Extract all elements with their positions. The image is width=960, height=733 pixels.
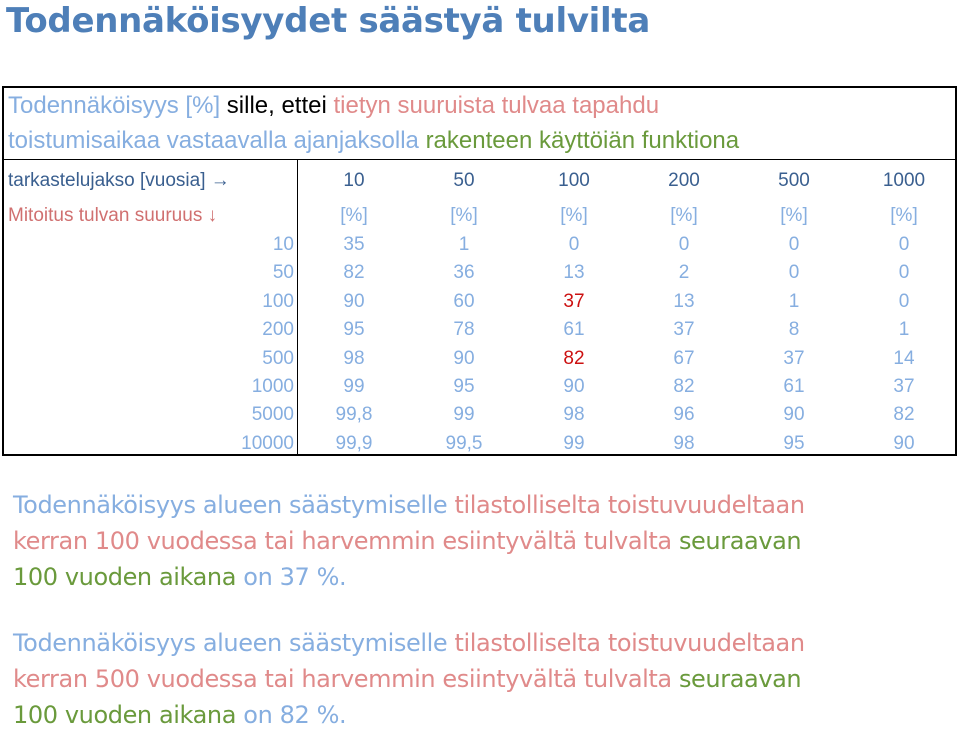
table-cell: 67 bbox=[673, 348, 695, 369]
table-cell: 1 bbox=[898, 319, 910, 340]
table-cell: 37 bbox=[783, 348, 805, 369]
table-cell: 96 bbox=[673, 404, 695, 425]
row-label: 1000 bbox=[251, 376, 294, 397]
period-header: 50 bbox=[453, 170, 475, 191]
text-segment: on 37 %. bbox=[243, 563, 347, 591]
period-axis-label: tarkastelujakso [vuosia] → bbox=[8, 170, 230, 191]
unit-header: [%] bbox=[340, 205, 368, 226]
table-cell: 99 bbox=[453, 404, 475, 425]
period-header: 10 bbox=[343, 170, 365, 191]
period-header: 200 bbox=[668, 170, 700, 191]
table-cell: 61 bbox=[563, 319, 585, 340]
caption-segment: Todennäköisyys [%] bbox=[8, 92, 227, 119]
probability-table bbox=[2, 86, 957, 456]
text-segment: tilastolliselta toistuvuudeltaan bbox=[454, 491, 805, 519]
table-cell: 60 bbox=[453, 291, 475, 312]
text-segment: 100 vuoden aikana bbox=[13, 563, 244, 591]
table-cell: 0 bbox=[678, 234, 690, 255]
table-cell: 37 bbox=[893, 376, 915, 397]
table-cell: 61 bbox=[783, 376, 805, 397]
unit-header: [%] bbox=[890, 205, 918, 226]
caption-line-2 bbox=[8, 123, 739, 158]
table-cell: 35 bbox=[343, 234, 365, 255]
paragraph-line bbox=[13, 559, 805, 595]
table-cell: 1 bbox=[458, 234, 470, 255]
text-segment: on 82 %. bbox=[243, 701, 347, 729]
table-cell: 95 bbox=[453, 376, 475, 397]
period-header: 100 bbox=[558, 170, 590, 191]
period-header: 500 bbox=[778, 170, 810, 191]
table-cell: 90 bbox=[893, 433, 915, 454]
flood-axis-label: Mitoitus tulvan suuruus ↓ bbox=[8, 205, 218, 226]
table-cell: 37 bbox=[563, 291, 585, 312]
caption-divider bbox=[4, 159, 955, 160]
text-segment: seuraavan bbox=[678, 665, 802, 693]
paragraph-line bbox=[13, 487, 805, 523]
unit-header: [%] bbox=[780, 205, 808, 226]
table-cell: 0 bbox=[898, 262, 910, 283]
row-label: 50 bbox=[272, 262, 294, 283]
page-title: Todennäköisyydet säästyä tulvilta bbox=[6, 1, 650, 41]
table-cell: 37 bbox=[673, 319, 695, 340]
table-cell: 0 bbox=[898, 291, 910, 312]
explanation-paragraph-1 bbox=[13, 487, 805, 595]
text-segment: seuraavan bbox=[678, 527, 802, 555]
table-cell: 99 bbox=[343, 376, 365, 397]
table-cell: 99,5 bbox=[445, 433, 483, 454]
table-cell: 90 bbox=[453, 348, 475, 369]
row-label: 500 bbox=[262, 348, 294, 369]
table-cell: 95 bbox=[343, 319, 365, 340]
explanation-paragraph-2 bbox=[13, 625, 805, 733]
caption-segment: toistumisaikaa vastaavalla ajanjaksolla bbox=[8, 127, 426, 154]
table-cell: 8 bbox=[788, 319, 800, 340]
caption-segment: tietyn suuruista tulvaa tapahdu bbox=[333, 92, 660, 119]
table-cell: 90 bbox=[343, 291, 365, 312]
table-cell: 99 bbox=[563, 433, 585, 454]
row-label: 200 bbox=[262, 319, 294, 340]
table-cell: 78 bbox=[453, 319, 475, 340]
table-cell: 0 bbox=[898, 234, 910, 255]
paragraph-line bbox=[13, 697, 805, 733]
row-label: 10000 bbox=[241, 433, 294, 454]
unit-header: [%] bbox=[450, 205, 478, 226]
row-label-divider bbox=[297, 159, 298, 454]
table-cell: 0 bbox=[568, 234, 580, 255]
row-label: 100 bbox=[262, 291, 294, 312]
text-segment: Todennäköisyys alueen säästymiselle bbox=[13, 491, 455, 519]
paragraph-line bbox=[13, 661, 805, 697]
table-cell: 82 bbox=[563, 348, 585, 369]
unit-header: [%] bbox=[560, 205, 588, 226]
table-cell: 82 bbox=[893, 404, 915, 425]
table-cell: 98 bbox=[673, 433, 695, 454]
table-cell: 99,8 bbox=[335, 404, 373, 425]
caption-segment: rakenteen käyttöiän funktiona bbox=[425, 127, 740, 154]
table-cell: 1 bbox=[788, 291, 800, 312]
table-cell: 90 bbox=[563, 376, 585, 397]
table-cell: 36 bbox=[453, 262, 475, 283]
text-segment: Todennäköisyys alueen säästymiselle bbox=[13, 629, 455, 657]
unit-header: [%] bbox=[670, 205, 698, 226]
text-segment: 100 vuoden aikana bbox=[13, 701, 244, 729]
table-cell: 13 bbox=[563, 262, 585, 283]
text-segment: kerran 100 vuodessa tai harvemmin esiintyvältä tulvalta bbox=[13, 527, 679, 555]
table-cell: 14 bbox=[893, 348, 915, 369]
text-segment: kerran 500 vuodessa tai harvemmin esiintyvältä tulvalta bbox=[13, 665, 679, 693]
table-cell: 0 bbox=[788, 262, 800, 283]
table-cell: 82 bbox=[673, 376, 695, 397]
table-cell: 82 bbox=[343, 262, 365, 283]
table-cell: 90 bbox=[783, 404, 805, 425]
table-cell: 98 bbox=[343, 348, 365, 369]
row-label: 5000 bbox=[251, 404, 294, 425]
table-cell: 98 bbox=[563, 404, 585, 425]
caption-segment: sille, ettei bbox=[226, 92, 334, 119]
text-segment: tilastolliselta toistuvuudeltaan bbox=[454, 629, 805, 657]
paragraph-line bbox=[13, 625, 805, 661]
paragraph-line bbox=[13, 523, 805, 559]
table-cell: 2 bbox=[678, 262, 690, 283]
table-cell: 13 bbox=[673, 291, 695, 312]
row-label: 10 bbox=[272, 234, 294, 255]
table-cell: 0 bbox=[788, 234, 800, 255]
table-cell: 95 bbox=[783, 433, 805, 454]
period-header: 1000 bbox=[882, 170, 926, 191]
table-caption bbox=[8, 88, 739, 158]
caption-line-1 bbox=[8, 88, 739, 123]
table-cell: 99,9 bbox=[335, 433, 373, 454]
